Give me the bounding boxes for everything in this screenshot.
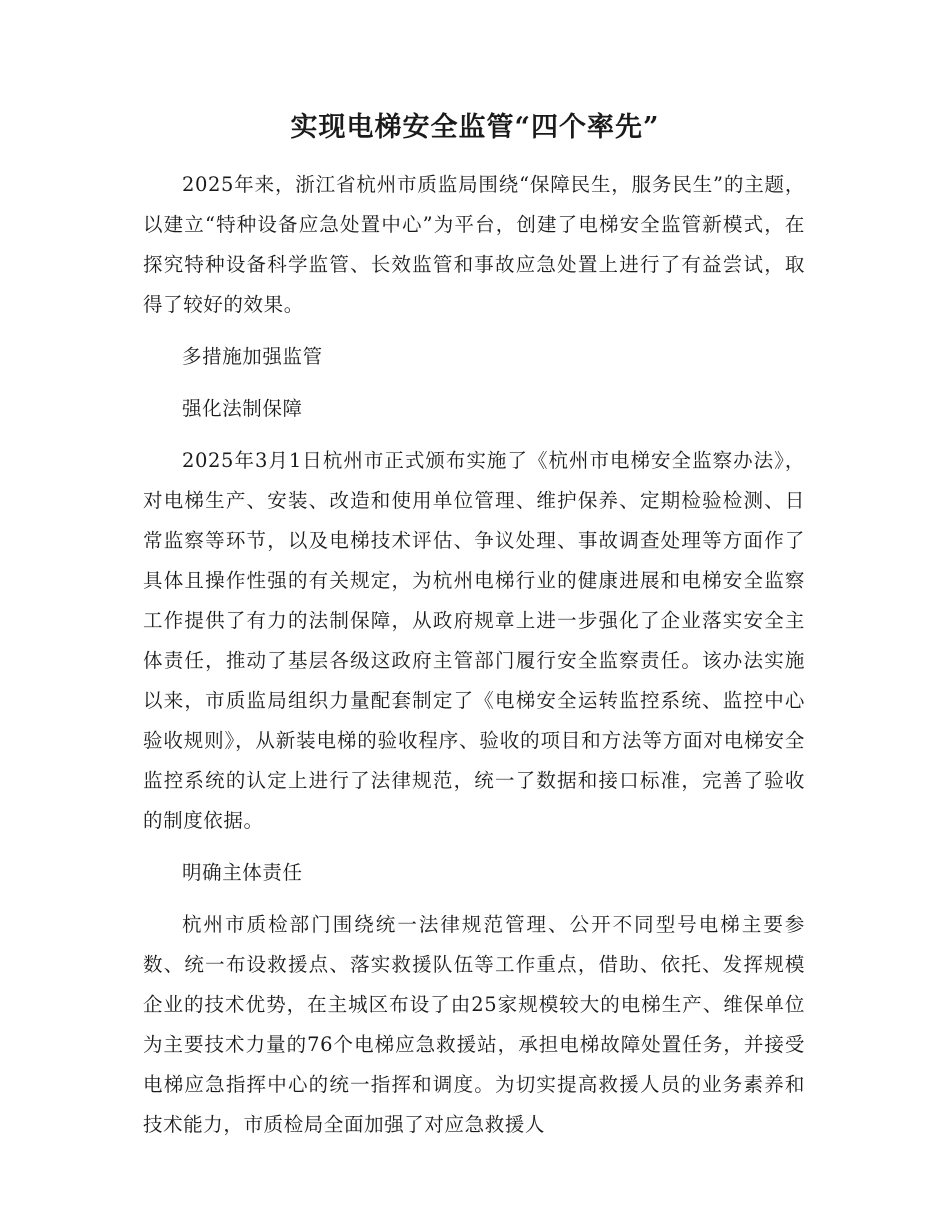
spacer	[143, 841, 805, 853]
document-body	[143, 165, 805, 1145]
legal-paragraph: 2025年3月1日杭州市正式颁布实施了《杭州市电梯安全监察办法》，对电梯生产、安装、改造和使用单位管理、维护保养、定期检验检测、日常监察等环节，以及电梯技术评估、争议处理、事故调查处理等方面作了具体且操作性强的有关规定，为杭州电梯行业的健康进展和电梯安全监察工作提供了有力的法制保障，从政府规章上进一步强化了企业落实安全主体责任，推动了基层各级这政府主管部门履行安全监察责任。该办法实施以来，市质监局组织力量配套制定了《电梯安全运转监控系统、监控中心验收规则》，从新装电梯的验收程序、验收的项目和方法等方面对电梯安全监控系统的认定上进行了法律规范，统一了数据和接口标准，完善了验收的制度依据。	[143, 449, 805, 832]
spacer	[143, 429, 805, 441]
section-heading: 多措施加强监管	[182, 345, 323, 368]
spacer	[143, 325, 805, 337]
responsibility-paragraph: 杭州市质检部门围绕统一法律规范管理、公开不同型号电梯主要参数、统一布设救援点、落实救援队伍等工作重点，借助、依托、发挥规模企业的技术优势，在主城区布设了由25家规模较大的电梯生产、维保单位为主要技术力量的76个电梯应急救援站，承担电梯故障处置任务，并接受电梯应急指挥中心的统一指挥和调度。为切实提高救援人员的业务素养和技术能力，市质检局全面加强了对应急救援人	[143, 913, 805, 1136]
intro-paragraph: 2025年来，浙江省杭州市质监局围绕“保障民生，服务民生”的主题，以建立“特种设备应急处置中心”为平台，创建了电梯安全监管新模式，在探究特种设备科学监管、长效监管和事故应急处置上进行了有益尝试，取得了较好的效果。	[143, 173, 805, 316]
sub-heading-legal: 强化法制保障	[182, 397, 303, 420]
spacer	[143, 377, 805, 389]
document-title: 实现电梯安全监管“四个率先”	[290, 112, 660, 143]
spacer	[143, 893, 805, 905]
sub-heading-responsibility: 明确主体责任	[182, 861, 303, 884]
